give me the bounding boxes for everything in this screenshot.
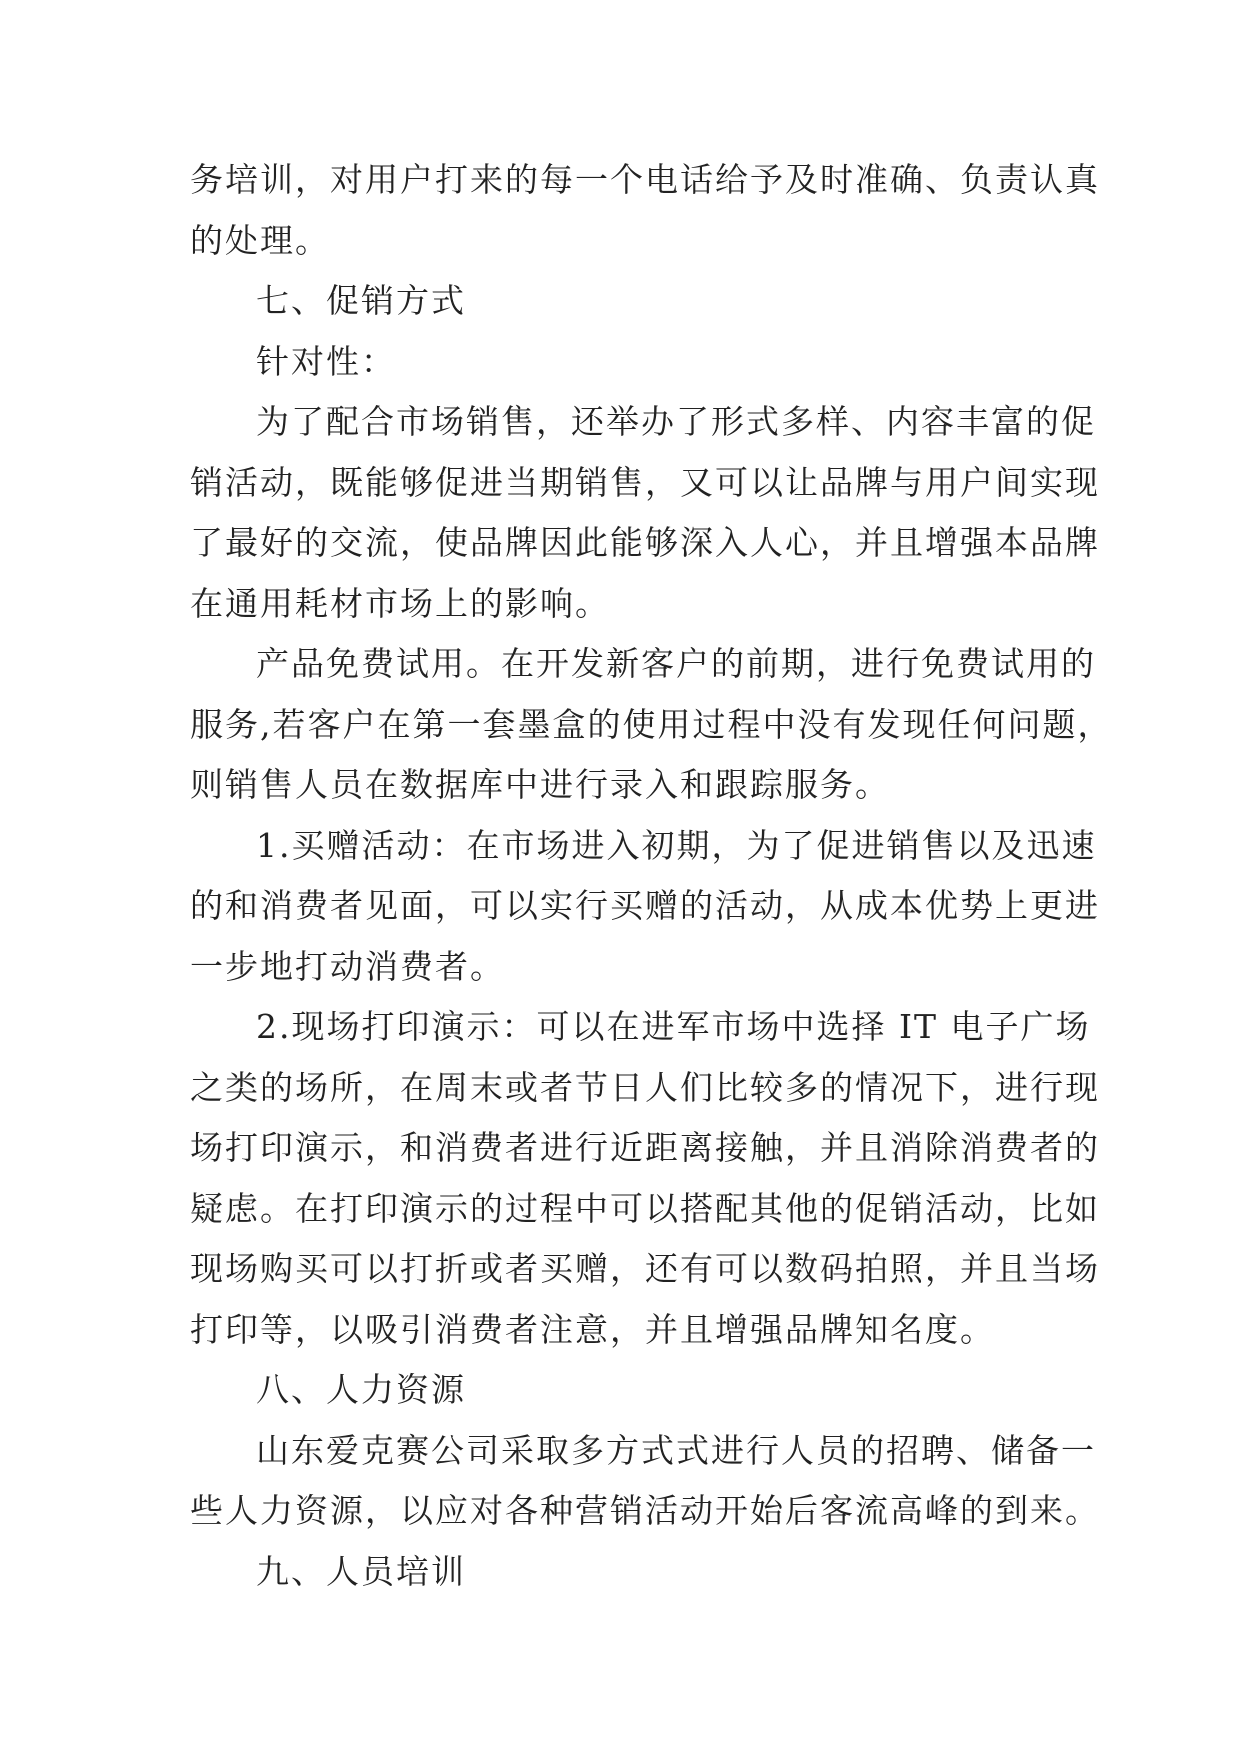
text-line: 山东爱克赛公司采取多方式式进行人员的招聘、储备一 [256, 1430, 1096, 1470]
text-line: 打印等，以吸引消费者注意，并且增强品牌知名度。 [190, 1309, 995, 1349]
text-line: 些人力资源，以应对各种营销活动开始后客流高峰的到来。 [190, 1491, 1100, 1530]
text-line: 之类的场所，在周末或者节日人们比较多的情况下，进行现 [190, 1067, 1100, 1107]
text-line: 九、人员培训 [256, 1551, 466, 1591]
text-line: 销活动，既能够促进当期销售，又可以让品牌与用户间实现 [190, 462, 1100, 502]
text-line: 务培训，对用户打来的每一个电话给予及时准确、负责认真 [190, 160, 1100, 199]
text-line: 疑虑。在打印演示的过程中可以搭配其他的促销活动，比如 [190, 1188, 1100, 1228]
text-line: 八、人力资源 [256, 1370, 466, 1409]
text-line: 场打印演示，和消费者进行近距离接触，并且消除消费者的 [190, 1128, 1100, 1167]
text-line: 产品免费试用。在开发新客户的前期，进行免费试用的 [256, 644, 1096, 683]
text-line: 的处理。 [190, 220, 330, 260]
text-line: 针对性： [256, 341, 396, 381]
text-line: 了最好的交流，使品牌因此能够深入人心，并且增强本品牌 [190, 523, 1100, 562]
text-line: 一步地打动消费者。 [190, 946, 505, 986]
text-line: 的和消费者见面，可以实行买赠的活动，从成本优势上更进 [190, 886, 1100, 925]
document-body [190, 150, 1113, 1602]
text-line: 2.现场打印演示：可以在进军市场中选择 IT 电子广场 [256, 1007, 1091, 1046]
text-line: 则销售人员在数据库中进行录入和跟踪服务。 [190, 765, 890, 804]
text-line: 现场购买可以打折或者买赠，还有可以数码拍照，并且当场 [190, 1249, 1100, 1288]
text-line: 服务,若客户在第一套墨盒的使用过程中没有发现任何问题， [190, 704, 1113, 744]
text-line: 在通用耗材市场上的影响。 [190, 583, 610, 623]
text-line: 1.买赠活动：在市场进入初期，为了促进销售以及迅速 [256, 825, 1097, 865]
text-line: 为了配合市场销售，还举办了形式多样、内容丰富的促 [256, 402, 1096, 441]
text-line: 七、促销方式 [256, 281, 466, 320]
